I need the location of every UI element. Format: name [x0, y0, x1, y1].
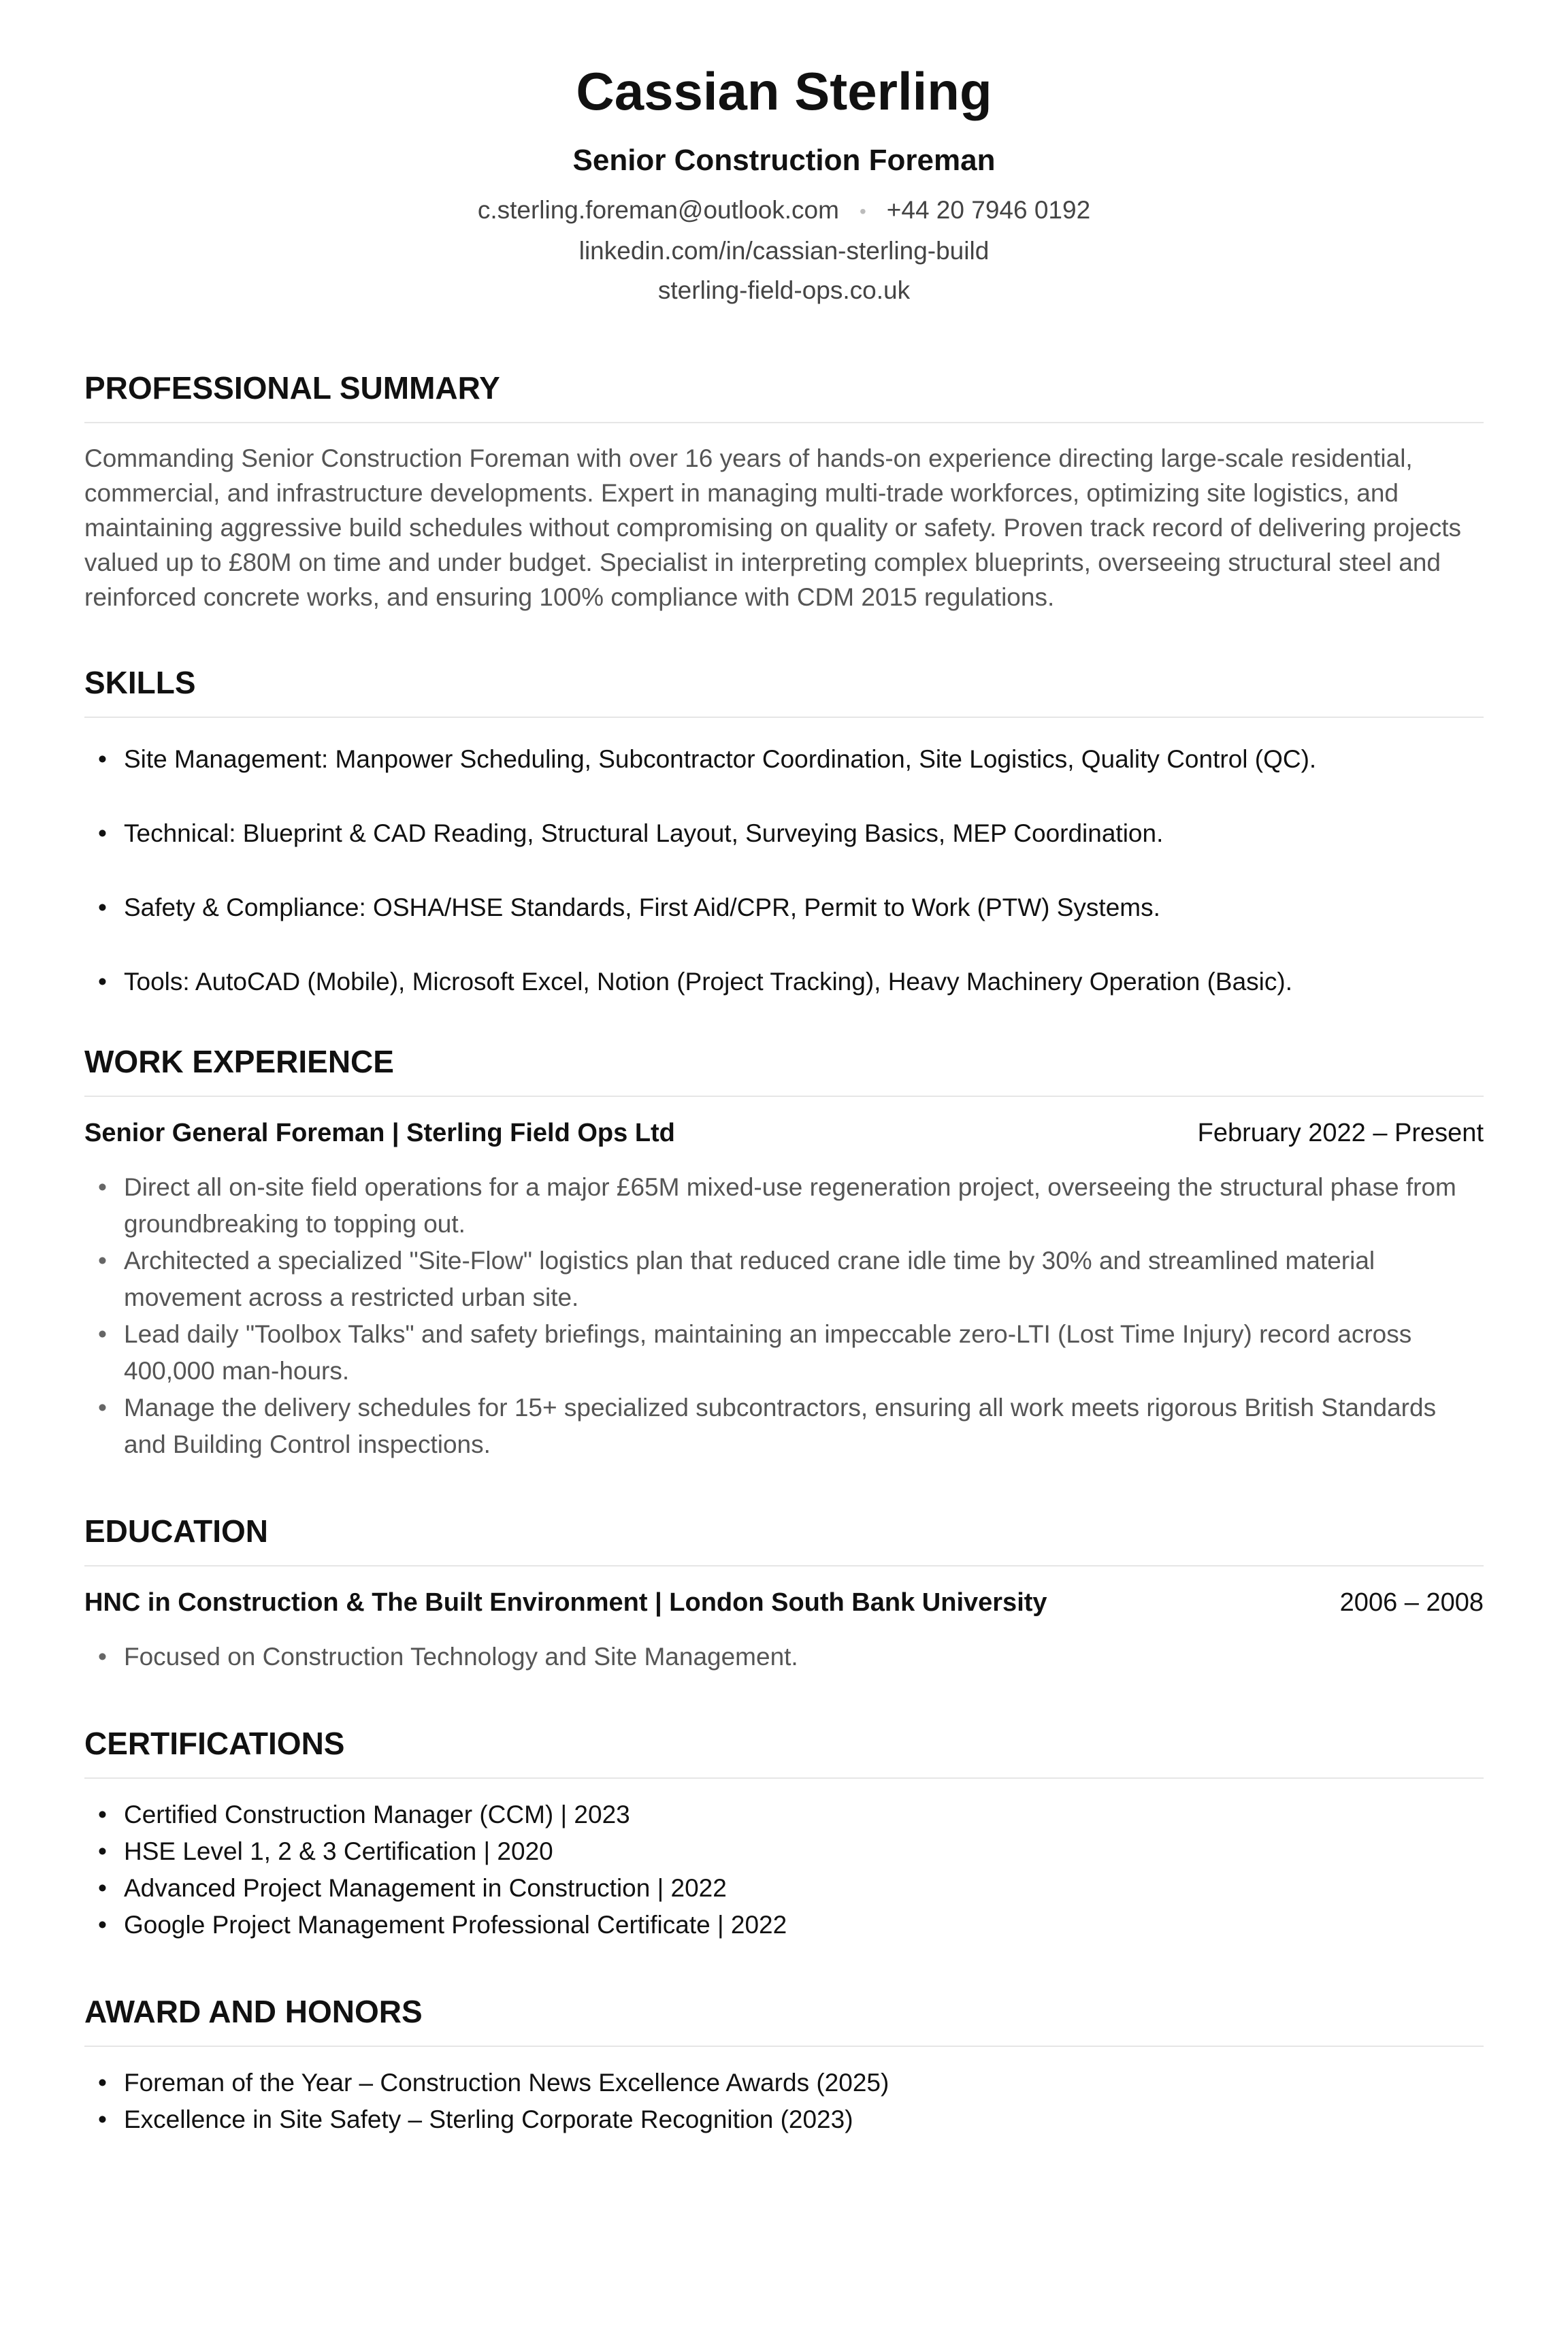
section-heading: SKILLS: [84, 663, 1484, 718]
certification-item: • Certified Construction Manager (CCM) | 2023: [84, 1796, 1484, 1833]
certifications-section: [84, 1724, 1484, 1943]
section-heading: EDUCATION: [84, 1512, 1484, 1566]
contact-line-primary: [84, 191, 1484, 231]
summary-text: Commanding Senior Construction Foreman with over 16 years of hands-on experience directing large-scale residential, commercial, and infrastructure developments. Expert in managing multi-trade workforces, optimizing site logistics, and maintaining aggressive build schedules without compromising on quality or safety. Proven track record of delivering projects valued up to £80M on time and under budget. Specialist in interpreting complex blueprints, overseeing structural steel and reinforced concrete works, and ensuring 100% compliance with CDM 2015 regulations.: [84, 444, 1461, 612]
summary-section: [84, 369, 1484, 614]
awards-section: [84, 1992, 1484, 2138]
bullet-icon: •: [98, 2105, 107, 2134]
award-item: • Foreman of the Year – Construction News Excellence Awards (2025): [84, 2065, 1484, 2101]
awards-list: [84, 2065, 1484, 2138]
section-heading: AWARD AND HONORS: [84, 1992, 1484, 2047]
bullet-icon: •: [98, 1801, 107, 1829]
job-bullet: • Direct all on-site field operations for a major £65M mixed-use regeneration project, overseeing the structural phase from groundbreaking to topping out.: [84, 1169, 1484, 1243]
education-header: [84, 1584, 1484, 1621]
skill-item: • Site Management: Manpower Scheduling, Subcontractor Coordination, Site Logistics, Quality Control (QC).: [84, 741, 1484, 778]
award-item: • Excellence in Site Safety – Sterling Corporate Recognition (2023): [84, 2101, 1484, 2138]
bullet-icon: •: [98, 1173, 107, 1202]
education-bullet: • Focused on Construction Technology and Site Management.: [84, 1639, 1484, 1675]
experience-section: [84, 1043, 1484, 1463]
bullet-icon: •: [98, 1911, 107, 1939]
job-title: Senior Construction Foreman: [572, 144, 996, 177]
skill-item: • Technical: Blueprint & CAD Reading, Structural Layout, Surveying Basics, MEP Coordination.: [84, 815, 1484, 852]
bullet-icon: •: [98, 819, 107, 848]
skill-item: • Safety & Compliance: OSHA/HSE Standards, First Aid/CPR, Permit to Work (PTW) Systems.: [84, 889, 1484, 926]
bullet-icon: •: [98, 893, 107, 922]
job-date: February 2022 – Present: [1197, 1119, 1484, 1148]
job-role: Senior General Foreman | Sterling Field Ops Ltd: [84, 1119, 675, 1148]
bullet-icon: •: [98, 1874, 107, 1903]
job-header: [84, 1115, 1484, 1151]
job-bullets: [84, 1169, 1484, 1463]
skills-section: [84, 663, 1484, 1000]
job-bullet: • Architected a specialized "Site-Flow" logistics plan that reduced crane idle time by 30% and streamlined material movement across a restricted urban site.: [84, 1243, 1484, 1316]
certification-item: • HSE Level 1, 2 & 3 Certification | 2020: [84, 1833, 1484, 1870]
bullet-icon: •: [98, 2069, 107, 2097]
bullet-icon: •: [98, 1394, 107, 1422]
resume-header: [84, 0, 1484, 310]
education-section: [84, 1512, 1484, 1675]
section-heading: PROFESSIONAL SUMMARY: [84, 369, 1484, 423]
bullet-icon: •: [98, 1643, 107, 1671]
education-date: 2006 – 2008: [1339, 1588, 1484, 1618]
linkedin-link[interactable]: linkedin.com/in/cassian-sterling-build: [578, 237, 990, 265]
skills-list: [84, 736, 1484, 1000]
degree-name: HNC in Construction & The Built Environment | London South Bank University: [84, 1588, 1047, 1618]
bullet-icon: •: [98, 1837, 107, 1866]
bullet-icon: •: [98, 1320, 107, 1349]
bullet-icon: •: [98, 968, 107, 996]
email-link[interactable]: c.sterling.foreman@outlook.com: [477, 196, 839, 224]
job-bullet: • Lead daily "Toolbox Talks" and safety briefings, maintaining an impeccable zero-LTI (Lost Time Injury) record across 400,000 man-hours.: [84, 1316, 1484, 1390]
phone-number[interactable]: +44 20 7946 0192: [886, 196, 1091, 224]
bullet-icon: •: [98, 1247, 107, 1275]
certifications-list: [84, 1796, 1484, 1943]
section-heading: WORK EXPERIENCE: [84, 1043, 1484, 1097]
certification-item: • Google Project Management Professional Certificate | 2022: [84, 1907, 1484, 1943]
skill-item: • Tools: AutoCAD (Mobile), Microsoft Excel, Notion (Project Tracking), Heavy Machinery Operation (Basic).: [84, 964, 1484, 1000]
candidate-name: Cassian Sterling: [576, 61, 992, 121]
education-bullets: [84, 1639, 1484, 1675]
certification-item: • Advanced Project Management in Construction | 2022: [84, 1870, 1484, 1907]
website-link[interactable]: sterling-field-ops.co.uk: [657, 276, 911, 305]
job-bullet: • Manage the delivery schedules for 15+ specialized subcontractors, ensuring all work meets rigorous British Standards and Building Control inspections.: [84, 1390, 1484, 1463]
contact-separator: •: [859, 201, 866, 223]
bullet-icon: •: [98, 745, 107, 774]
section-heading: CERTIFICATIONS: [84, 1724, 1484, 1779]
